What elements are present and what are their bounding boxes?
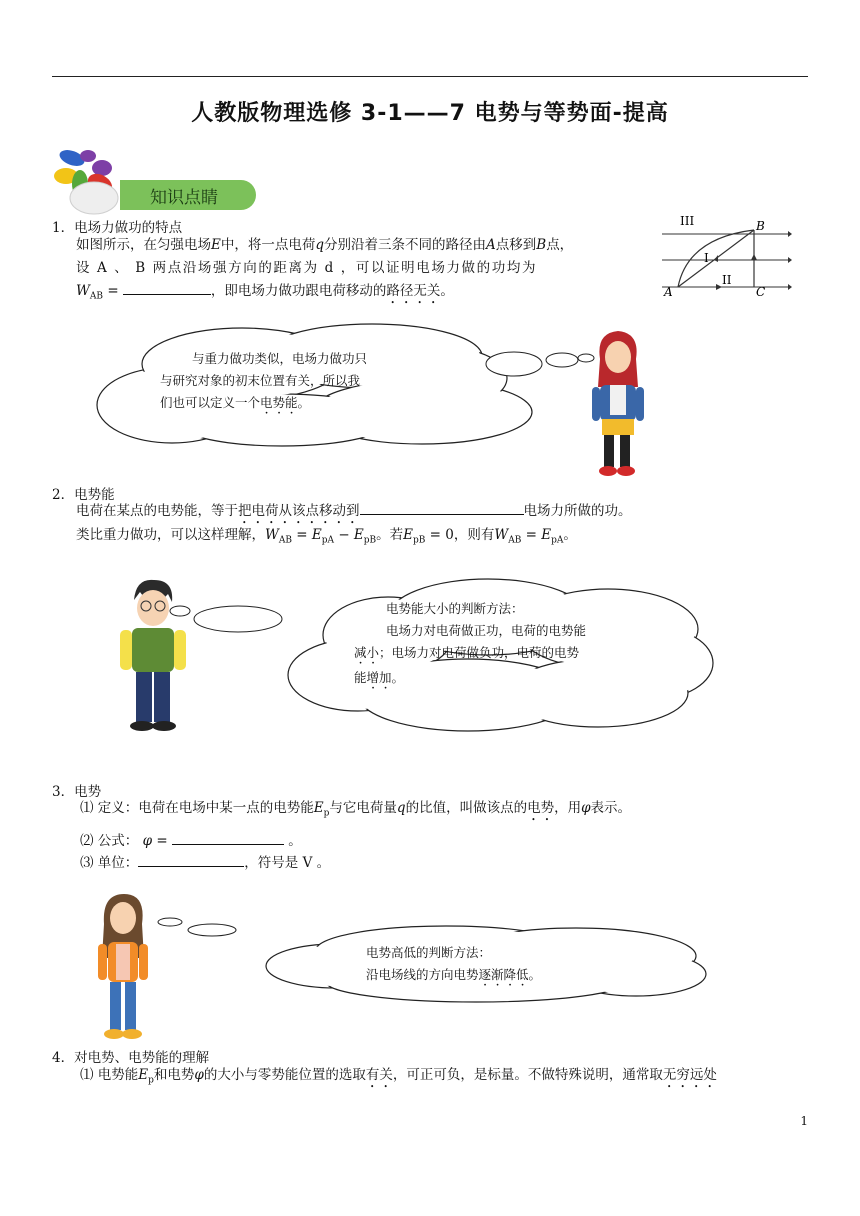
subscript: AB	[508, 535, 522, 546]
text: ⑵ 公式：	[80, 833, 139, 849]
text: 电场力所做的功。	[523, 503, 632, 519]
cloud-2-text	[354, 598, 634, 692]
emphasis-text: 把电荷从该点移动到	[238, 503, 360, 519]
text: 与它电荷量	[329, 800, 397, 816]
symbol-q: q	[396, 800, 406, 816]
text: 。	[563, 527, 577, 543]
cloud-2-line-2: 电场力对电荷做正功，电荷的电势能	[386, 623, 587, 638]
symbol-q: q	[315, 237, 325, 253]
section-4-item-1	[80, 1064, 820, 1092]
text: ⑶ 单位：	[80, 855, 139, 871]
answer-blank[interactable]	[138, 852, 244, 867]
section-3-heading: 3．电势	[52, 784, 102, 800]
answer-blank[interactable]	[123, 280, 211, 295]
subscript: AB	[278, 535, 293, 546]
cartoon-girl-red-hair	[586, 325, 648, 480]
label-path-i: I	[704, 251, 709, 265]
text: 如图所示，在匀强电场	[76, 237, 211, 253]
text: ，可正可负，是标量。不做特殊说明，通常取	[392, 1067, 663, 1083]
subscript: pB	[413, 535, 426, 546]
text: 。	[440, 283, 454, 299]
symbol-e: E	[403, 527, 414, 543]
symbol-phi: φ	[194, 1067, 204, 1083]
answer-blank[interactable]	[360, 500, 524, 515]
section-2-heading: 2．电势能	[52, 487, 115, 503]
text: 。	[288, 833, 302, 849]
page-title: 人教版物理选修 3-1——7 电势与等势面-提高	[191, 101, 669, 126]
page-number: 1	[800, 1114, 808, 1128]
text: 的比值，叫做该点的	[405, 800, 528, 816]
section-2-line-1	[76, 500, 776, 527]
banner-label: 知识点睛	[150, 188, 218, 208]
text: 表示。	[590, 800, 632, 816]
cloud-1-line-3	[160, 392, 430, 417]
text: ；电场力对电荷做负功，电荷的电势	[379, 645, 580, 660]
symbol-w: W	[265, 527, 279, 543]
formula-part: = E	[292, 527, 322, 543]
text: 沿电场线的方向电势	[366, 967, 479, 982]
section-3-definition	[80, 797, 800, 825]
cloud-1-text	[160, 348, 430, 417]
emphasis-text: 无穷远处	[662, 1067, 717, 1083]
text: 电荷在某点的电势能，等于	[76, 503, 238, 519]
subscript: p	[323, 808, 330, 819]
formula-part: − E	[334, 527, 364, 543]
section-1-line-2: 设 A 、 B 两点沿场强方向的距离为 d ，可以证明电场力做的功均为	[76, 260, 538, 276]
label-path-ii: II	[722, 273, 732, 287]
subscript: pB	[363, 535, 377, 546]
subscript: pA	[551, 535, 564, 546]
symbol-w: W	[76, 283, 90, 299]
emphasis-text: 增加	[366, 670, 392, 685]
text: ⑴ 定义：电荷在电场中某一点的电势能	[80, 800, 314, 816]
symbol-e: E	[211, 237, 221, 253]
text: 能	[354, 670, 367, 685]
symbol-e: E	[313, 800, 324, 816]
symbol-e: E	[138, 1067, 149, 1083]
section-4-heading: 4．对电势、电势能的理解	[52, 1050, 210, 1066]
symbol-phi: φ	[581, 800, 591, 816]
text: ，则有	[453, 527, 495, 543]
cloud-2-line-1: 电势能大小的判断方法：	[386, 601, 524, 616]
formula-part: φ =	[142, 833, 168, 849]
emphasis-text: 电势能	[260, 395, 298, 410]
label-point-a: A	[664, 285, 673, 299]
header-rule	[52, 76, 808, 77]
answer-blank[interactable]	[172, 830, 284, 845]
cloud-3-line-1: 电势高低的判断方法：	[366, 945, 492, 960]
label-point-c: C	[756, 285, 766, 299]
symbol-a: A	[486, 237, 496, 253]
text: ，符号是 V 。	[244, 855, 331, 871]
emphasis-text: 路径无关	[386, 283, 441, 299]
text: ，用	[554, 800, 582, 816]
emphasis-text: 逐渐降低	[478, 967, 529, 982]
subscript: AB	[89, 291, 104, 302]
cloud-2-line-3	[354, 642, 634, 667]
subscript: p	[148, 1075, 154, 1086]
text: 。	[528, 967, 542, 982]
text: 类比重力做功，可以这样理解，	[76, 527, 265, 543]
text: ，即电场力做功跟电荷移动的	[210, 283, 387, 299]
cloud-2-line-4	[354, 667, 634, 692]
text: ⑴ 电势能	[80, 1067, 139, 1083]
text: 们也可以定义一个	[160, 395, 261, 410]
section-banner	[120, 180, 256, 210]
emphasis-text: 减小	[354, 645, 380, 660]
section-3-formula	[80, 830, 480, 852]
emphasis-text: 有关	[365, 1067, 393, 1083]
text: 点，	[546, 237, 574, 253]
text: 。	[391, 670, 405, 685]
symbol-b: B	[536, 237, 547, 253]
equals: =	[107, 283, 119, 299]
section-2-line-2	[76, 524, 796, 552]
cloud-3-line-2	[366, 964, 626, 989]
text: 和电势	[153, 1067, 195, 1083]
emphasis-text: 电势	[527, 800, 555, 816]
section-logo-icon	[50, 146, 130, 216]
text: 。	[297, 395, 311, 410]
text: 的大小与零势能位置的选取	[203, 1067, 366, 1083]
text: 分别沿着三条不同的路径由	[324, 237, 487, 253]
electric-field-paths-diagram	[658, 208, 792, 300]
section-1-heading: 1．电场力做功的特点	[52, 220, 183, 236]
cartoon-girl-brown-hair	[92, 888, 154, 1044]
cloud-3-text	[366, 942, 626, 989]
text: 中，将一点电荷	[220, 237, 316, 253]
formula-part: = 0	[425, 527, 454, 543]
text: 点移到	[495, 237, 537, 253]
cloud-1-line-2: 与研究对象的初末位置有关，所以我	[160, 373, 361, 388]
cloud-1-line-1: 与重力做功类似，电场力做功只	[192, 351, 368, 366]
text: 。若	[376, 527, 404, 543]
section-3-unit	[80, 852, 480, 874]
section-1-line-3	[76, 280, 642, 308]
label-point-b: B	[756, 219, 765, 233]
label-path-iii: III	[680, 214, 695, 228]
formula-part: = E	[521, 527, 552, 543]
symbol-w: W	[494, 527, 509, 543]
subscript: pA	[321, 535, 335, 546]
section-1-line-1	[76, 234, 642, 256]
